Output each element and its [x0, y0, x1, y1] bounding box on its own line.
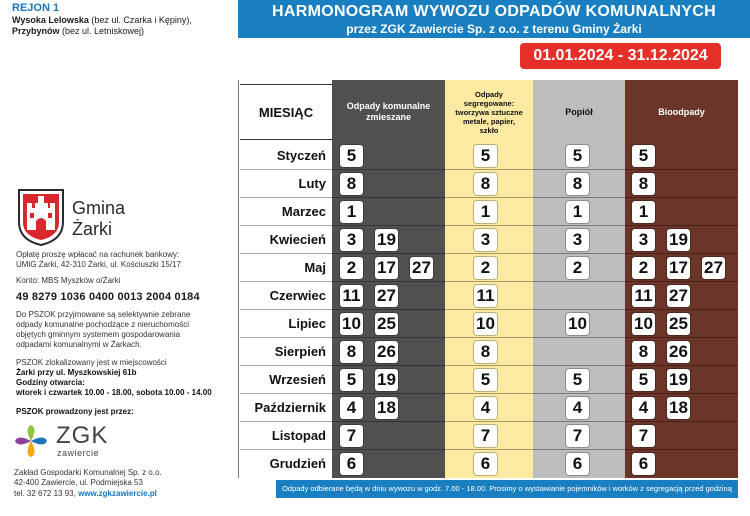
day-badge: 8 — [340, 341, 363, 363]
mixed-days — [340, 145, 363, 167]
bio-days — [632, 145, 655, 167]
ash-days — [566, 201, 589, 223]
day-badge: 19 — [667, 369, 690, 391]
table-row — [240, 254, 738, 282]
mixed-days — [340, 397, 398, 419]
zgk-address-2: 42-400 Zawiercie, ul. Podmiejska 53 — [14, 478, 143, 487]
day-badge: 27 — [667, 285, 690, 307]
gmina-name: Gmina Żarki — [72, 198, 126, 239]
day-badge: 2 — [340, 257, 363, 279]
day-badge: 6 — [340, 453, 363, 475]
day-badge: 27 — [410, 257, 433, 279]
day-badge: 4 — [632, 397, 655, 419]
segregated-days — [474, 369, 497, 391]
header-bio-waste: Bioodpady — [658, 107, 705, 117]
schedule-rows — [240, 142, 738, 478]
segregated-days — [474, 453, 497, 475]
day-badge: 27 — [702, 257, 725, 279]
table-row — [240, 450, 738, 478]
day-badge: 26 — [375, 341, 398, 363]
month-label: Kwiecień — [269, 232, 326, 247]
month-label: Czerwiec — [269, 288, 326, 303]
day-badge: 8 — [632, 341, 655, 363]
segregated-days — [474, 425, 497, 447]
payment-info: Opłatę proszę wpłacać na rachunek bankowy: UMiG Żarki, 42-310 Żarki, ul. Kościuszki 15/17 Konto: MBS Myszków o/Żarki — [16, 250, 181, 285]
day-badge: 1 — [566, 201, 589, 223]
bio-days — [632, 201, 655, 223]
info-column — [0, 0, 236, 500]
day-badge: 4 — [566, 397, 589, 419]
table-row — [240, 198, 738, 226]
bio-days — [632, 425, 655, 447]
month-label: Grudzień — [269, 456, 326, 471]
bio-days — [632, 369, 690, 391]
mixed-days — [340, 341, 398, 363]
ash-days — [566, 369, 589, 391]
segregated-days — [474, 229, 497, 251]
segregated-days — [474, 201, 497, 223]
bio-days — [632, 285, 690, 307]
collection-note: Odpady odbierane będą w dniu wywozu w godz. 7.00 - 18.00. Prosimy o wystawianie pojemników i worków z segregacją przed godziną 5.00 rano. — [276, 480, 738, 498]
segregated-days — [474, 285, 497, 307]
mixed-days — [340, 257, 433, 279]
header-ash: Popiół — [565, 107, 593, 117]
day-badge: 5 — [340, 145, 363, 167]
day-badge: 19 — [667, 229, 690, 251]
day-badge: 11 — [340, 285, 363, 307]
day-badge: 10 — [474, 313, 497, 335]
zgk-subtitle: zawiercie — [57, 448, 100, 458]
zgk-address-1: Zakład Gospodarki Komunalnej Sp. z o.o. — [14, 468, 162, 477]
zgk-name: ZGK — [56, 422, 109, 449]
day-badge: 10 — [632, 313, 655, 335]
gmina-crest-icon — [17, 188, 65, 246]
day-badge: 7 — [474, 425, 497, 447]
segregated-days — [474, 341, 497, 363]
day-badge: 1 — [340, 201, 363, 223]
header-mixed-waste: Odpady komunalne zmieszane — [346, 101, 431, 122]
day-badge: 6 — [566, 453, 589, 475]
mixed-days — [340, 173, 363, 195]
bio-days — [632, 313, 690, 335]
month-label: Luty — [298, 176, 326, 191]
mixed-days — [340, 425, 363, 447]
day-badge: 19 — [375, 369, 398, 391]
zgk-contact: tel. 32 672 13 93, www.zgkzawiercie.pl — [14, 489, 157, 498]
day-badge: 25 — [375, 313, 398, 335]
day-badge: 25 — [667, 313, 690, 335]
day-badge: 3 — [632, 229, 655, 251]
table-row — [240, 226, 738, 254]
bio-days — [632, 397, 690, 419]
ash-days — [566, 257, 589, 279]
pszok-description: Do PSZOK przyjmowane są selektywnie zebrane odpady komunalne pochodzące z nieruchomości objętych gminnym systemem gospodarowania odpadami komunalnymi w Żarkach. — [16, 310, 191, 349]
month-label: Październik — [254, 400, 326, 415]
segregated-days — [474, 313, 497, 335]
region-line-2: Przybynów (bez ul. Letniskowej) — [12, 26, 145, 36]
table-row — [240, 338, 738, 366]
day-badge: 18 — [375, 397, 398, 419]
day-badge: 3 — [566, 229, 589, 251]
month-label: Marzec — [281, 204, 326, 219]
day-badge: 6 — [474, 453, 497, 475]
table-row — [240, 394, 738, 422]
pszok-operator-label: PSZOK prowadzony jest przez: — [16, 407, 134, 416]
mixed-days — [340, 285, 398, 307]
day-badge: 5 — [566, 145, 589, 167]
day-badge: 5 — [632, 369, 655, 391]
day-badge: 17 — [667, 257, 690, 279]
bank-account-number: 49 8279 1036 0400 0013 2004 0184 — [16, 291, 200, 303]
segregated-days — [474, 257, 497, 279]
zgk-logo-icon — [14, 424, 48, 458]
month-label: Listopad — [271, 428, 326, 443]
pszok-location: PSZOK zlokalizowany jest w miejscowości Żarki przy ul. Myszkowskiej 61b Godziny otwarcia: wtorek i czwartek 10.00 - 18.00, sobota 10.00 - 14.00 — [16, 358, 212, 397]
ash-days — [566, 229, 589, 251]
region-title: REJON 1 — [12, 2, 60, 14]
ash-days — [566, 425, 589, 447]
day-badge: 2 — [632, 257, 655, 279]
day-badge: 1 — [632, 201, 655, 223]
mixed-days — [340, 313, 398, 335]
table-row — [240, 310, 738, 338]
day-badge: 5 — [474, 145, 497, 167]
day-badge: 8 — [566, 173, 589, 195]
day-badge: 5 — [474, 369, 497, 391]
day-badge: 6 — [632, 453, 655, 475]
mixed-days — [340, 201, 363, 223]
schedule-title: HARMONOGRAM WYWOZU ODPADÓW KOMUNALNYCH — [272, 3, 716, 20]
day-badge: 5 — [566, 369, 589, 391]
table-row — [240, 142, 738, 170]
day-badge: 10 — [340, 313, 363, 335]
table-left-border — [238, 80, 239, 478]
table-row — [240, 282, 738, 310]
bio-days — [632, 257, 725, 279]
day-badge: 11 — [474, 285, 497, 307]
schedule-header — [238, 0, 750, 38]
month-label: Lipiec — [288, 316, 326, 331]
ash-days — [566, 313, 589, 335]
segregated-days — [474, 145, 497, 167]
day-badge: 7 — [566, 425, 589, 447]
day-badge: 5 — [632, 145, 655, 167]
mixed-days — [340, 453, 363, 475]
table-row — [240, 170, 738, 198]
day-badge: 2 — [566, 257, 589, 279]
ash-days — [566, 453, 589, 475]
day-badge: 17 — [375, 257, 398, 279]
day-badge: 2 — [474, 257, 497, 279]
day-badge: 27 — [375, 285, 398, 307]
day-badge: 10 — [566, 313, 589, 335]
day-badge: 19 — [375, 229, 398, 251]
bio-days — [632, 453, 655, 475]
mixed-days — [340, 229, 398, 251]
day-badge: 4 — [340, 397, 363, 419]
bio-days — [632, 341, 690, 363]
ash-days — [566, 173, 589, 195]
day-badge: 26 — [667, 341, 690, 363]
day-badge: 8 — [474, 173, 497, 195]
day-badge: 3 — [340, 229, 363, 251]
month-label: Styczeń — [276, 148, 326, 163]
header-segregated-waste: Odpady segregowane: tworzywa sztuczne metale, papier, szkło — [455, 89, 523, 135]
bio-days — [632, 229, 690, 251]
region-line-1: Wysoka Lelowska (bez ul. Czarka i Kępiny), — [12, 15, 192, 25]
day-badge: 11 — [632, 285, 655, 307]
date-range-badge: 01.01.2024 - 31.12.2024 — [520, 43, 721, 69]
segregated-days — [474, 397, 497, 419]
day-badge: 18 — [667, 397, 690, 419]
table-row — [240, 422, 738, 450]
mixed-days — [340, 369, 398, 391]
day-badge: 7 — [632, 425, 655, 447]
month-label: Wrzesień — [269, 372, 326, 387]
day-badge: 8 — [474, 341, 497, 363]
ash-days — [566, 397, 589, 419]
day-badge: 8 — [340, 173, 363, 195]
day-badge: 5 — [340, 369, 363, 391]
zgk-website-link[interactable]: www.zgkzawiercie.pl — [78, 489, 157, 498]
segregated-days — [474, 173, 497, 195]
header-month: MIESIĄC — [240, 84, 332, 140]
table-row — [240, 366, 738, 394]
day-badge: 8 — [632, 173, 655, 195]
schedule-subtitle: przez ZGK Zawiercie Sp. z o.o. z terenu Gminy Żarki — [346, 22, 642, 36]
day-badge: 3 — [474, 229, 497, 251]
day-badge: 4 — [474, 397, 497, 419]
month-label: Maj — [304, 260, 326, 275]
ash-days — [566, 145, 589, 167]
day-badge: 1 — [474, 201, 497, 223]
day-badge: 7 — [340, 425, 363, 447]
bio-days — [632, 173, 655, 195]
month-label: Sierpień — [274, 344, 326, 359]
